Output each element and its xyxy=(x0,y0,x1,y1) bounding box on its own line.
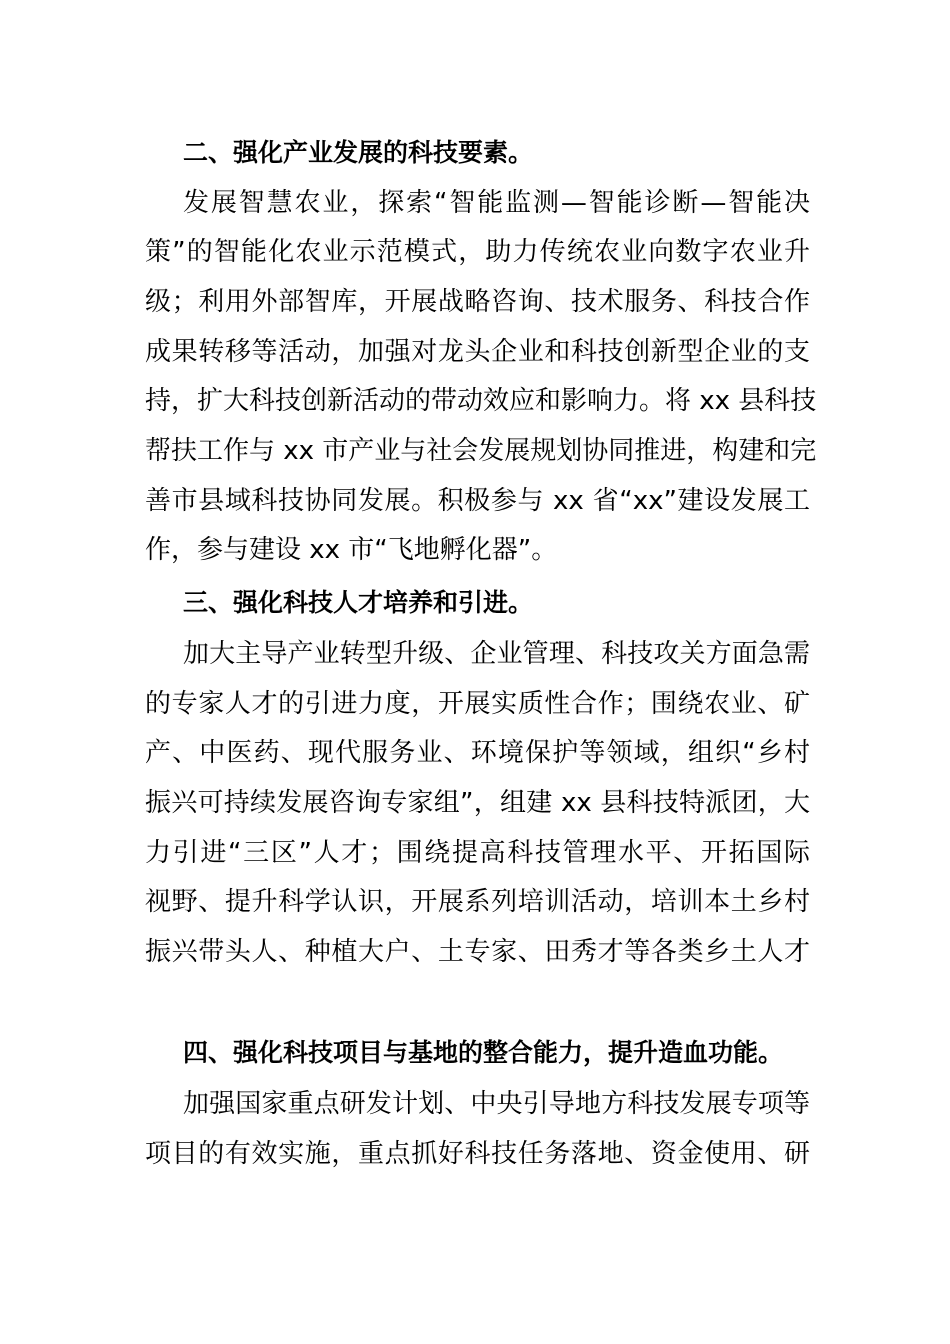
paragraph-line: 视野、提升科学认识，开展系列培训活动，培训本土乡村 xyxy=(145,887,810,917)
paragraph-line: 项目的有效实施，重点抓好科技任务落地、资金使用、研 xyxy=(145,1139,810,1169)
paragraph-line: 振兴可持续发展咨询专家组”，组建 xx 县科技特派团，大 xyxy=(145,788,810,818)
section-heading-4: 四、强化科技项目与基地的整合能力，提升造血功能。 xyxy=(183,1038,784,1067)
paragraph-line: 振兴带头人、种植大户、土专家、田秀才等各类乡土人才 xyxy=(145,937,810,967)
section-heading-2: 二、强化产业发展的科技要素。 xyxy=(183,138,534,167)
section-heading-3: 三、强化科技人才培养和引进。 xyxy=(183,588,534,617)
paragraph-line: 产、中医药、现代服务业、环境保护等领域，组织“乡村 xyxy=(145,738,810,768)
paragraph-line: 策”的智能化农业示范模式，助力传统农业向数字农业升 xyxy=(145,237,810,267)
paragraph-line: 力引进“三区”人才；围绕提高科技管理水平、开拓国际 xyxy=(145,838,810,868)
paragraph-line: 加大主导产业转型升级、企业管理、科技攻关方面急需 xyxy=(183,639,810,669)
paragraph-line: 成果转移等活动，加强对龙头企业和科技创新型企业的支 xyxy=(145,337,810,367)
paragraph-line: 加强国家重点研发计划、中央引导地方科技发展专项等 xyxy=(183,1089,810,1119)
paragraph-line: 级；利用外部智库，开展战略咨询、技术服务、科技合作 xyxy=(145,287,810,317)
paragraph-line: 帮扶工作与 xx 市产业与社会发展规划协同推进，构建和完 xyxy=(145,436,817,466)
paragraph-line: 善市县域科技协同发展。积极参与 xx 省“xx”建设发展工 xyxy=(145,486,810,516)
paragraph-line: 的专家人才的引进力度，开展实质性合作；围绕农业、矿 xyxy=(145,689,810,719)
paragraph-line: 持，扩大科技创新活动的带动效应和影响力。将 xx 县科技 xyxy=(145,386,817,416)
paragraph-line: 发展智慧农业，探索“智能监测—智能诊断—智能决 xyxy=(183,188,810,218)
paragraph-line: 作，参与建设 xx 市“飞地孵化器”。 xyxy=(145,535,558,565)
